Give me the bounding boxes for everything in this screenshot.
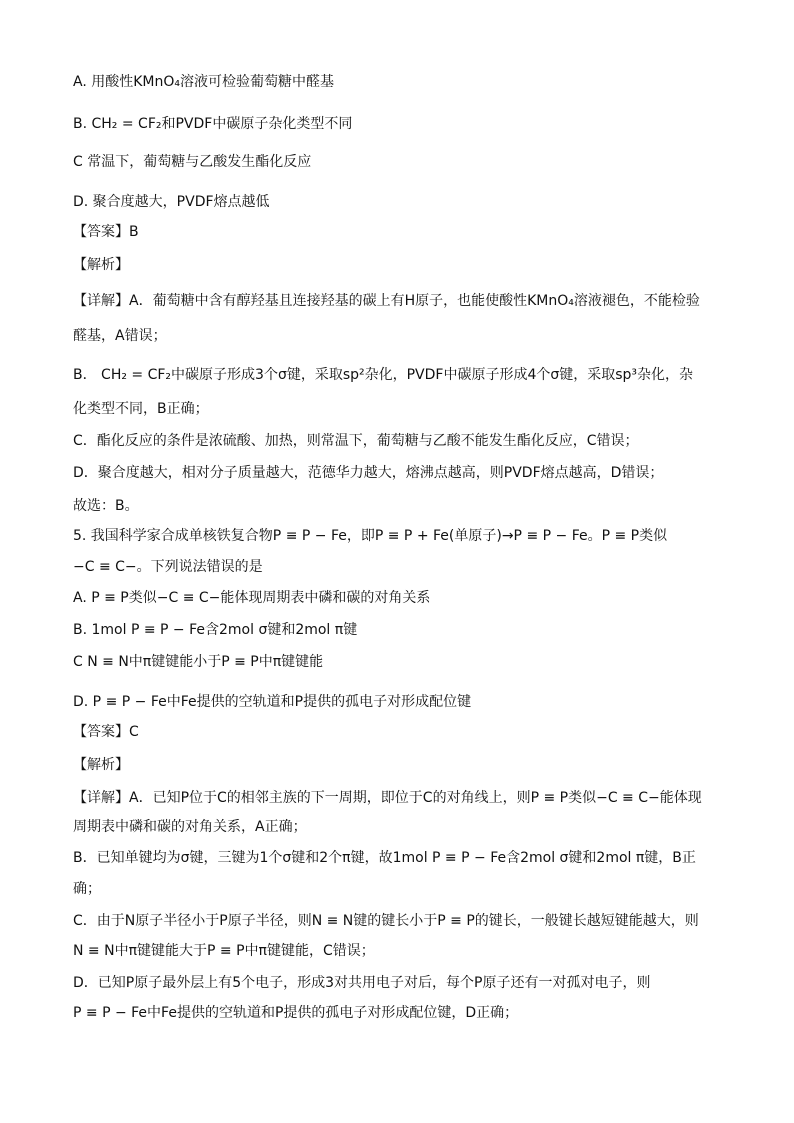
q5-detail-a-line2: 周期表中磷和碳的对角关系，A正确； (73, 819, 307, 835)
q5-detail-b-line2: 确； (73, 881, 101, 897)
option-d: D. 聚合度越大，PVDF熔点越低 (73, 194, 270, 210)
detail-a-line1: 【详解】A．葡萄糖中含有醇羟基且连接羟基的碳上有H原子，也能使酸性KMnO₄溶液褪色，不能检验 (73, 293, 700, 309)
q5-option-b: B. 1mol P ≡ P − Fe含2mol σ键和2mol π键 (73, 622, 358, 638)
q5-option-d: D. P ≡ P − Fe中Fe提供的空轨道和P提供的孤电子对形成配位键 (73, 694, 472, 710)
q5-detail-a-line1: 【详解】A．已知P位于C的相邻主族的下一周期，即位于C的对角线上，则P ≡ P类似−C ≡ C−能体现 (73, 790, 702, 806)
q5-answer-label: 【答案】C (73, 724, 139, 740)
option-b: B. CH₂ = CF₂和PVDF中碳原子杂化类型不同 (73, 116, 353, 132)
option-c: C 常温下，葡萄糖与乙酸发生酯化反应 (73, 154, 312, 170)
detail-c: C．酯化反应的条件是浓硫酸、加热，则常温下，葡萄糖与乙酸不能发生酯化反应，C错误； (73, 433, 639, 449)
q5-option-c: C N ≡ N中π键键能小于P ≡ P中π键键能 (73, 654, 324, 670)
question-5-line2: −C ≡ C−。下列说法错误的是 (73, 559, 263, 575)
question-5-line1: 5. 我国科学家合成单核铁复合物P ≡ P − Fe，即P ≡ P + Fe(单原子)→P ≡ P − Fe。P ≡ P类似 (73, 528, 668, 544)
q5-detail-c-line1: C．由于N原子半径小于P原子半径，则N ≡ N键的键长小于P ≡ P的键长，一般键长越短键能越大，则 (73, 913, 699, 929)
detail-a-line2: 醛基，A错误； (73, 328, 167, 344)
q5-detail-c-line2: N ≡ N中π键键能大于P ≡ P中π键键能，C错误； (73, 943, 375, 959)
conclusion: 故选：B。 (73, 498, 139, 514)
q5-option-a: A. P ≡ P类似−C ≡ C−能体现周期表中磷和碳的对角关系 (73, 590, 431, 606)
q5-detail-d-line2: P ≡ P − Fe中Fe提供的空轨道和P提供的孤电子对形成配位键，D正确； (73, 1005, 519, 1021)
analysis-label: 【解析】 (73, 257, 129, 273)
q5-detail-b-line1: B．已知单键均为σ键，三键为1个σ键和2个π键，故1mol P ≡ P − Fe含2mol σ键和2mol π键，B正 (73, 850, 696, 866)
option-a: A. 用酸性KMnO₄溶液可检验葡萄糖中醛基 (73, 74, 334, 90)
detail-d: D．聚合度越大，相对分子质量越大，范德华力越大，熔沸点越高，则PVDF熔点越高，D错误； (73, 465, 664, 481)
q5-analysis-label: 【解析】 (73, 757, 129, 773)
detail-b-line1: B． CH₂ = CF₂中碳原子形成3个σ键，采取sp²杂化，PVDF中碳原子形成4个σ键，采取sp³杂化，杂 (73, 367, 694, 383)
answer-label: 【答案】B (73, 224, 139, 240)
q5-detail-d-line1: D．已知P原子最外层上有5个电子，形成3对共用电子对后，每个P原子还有一对孤对电子，则 (73, 975, 651, 991)
detail-b-line2: 化类型不同，B正确； (73, 401, 209, 417)
